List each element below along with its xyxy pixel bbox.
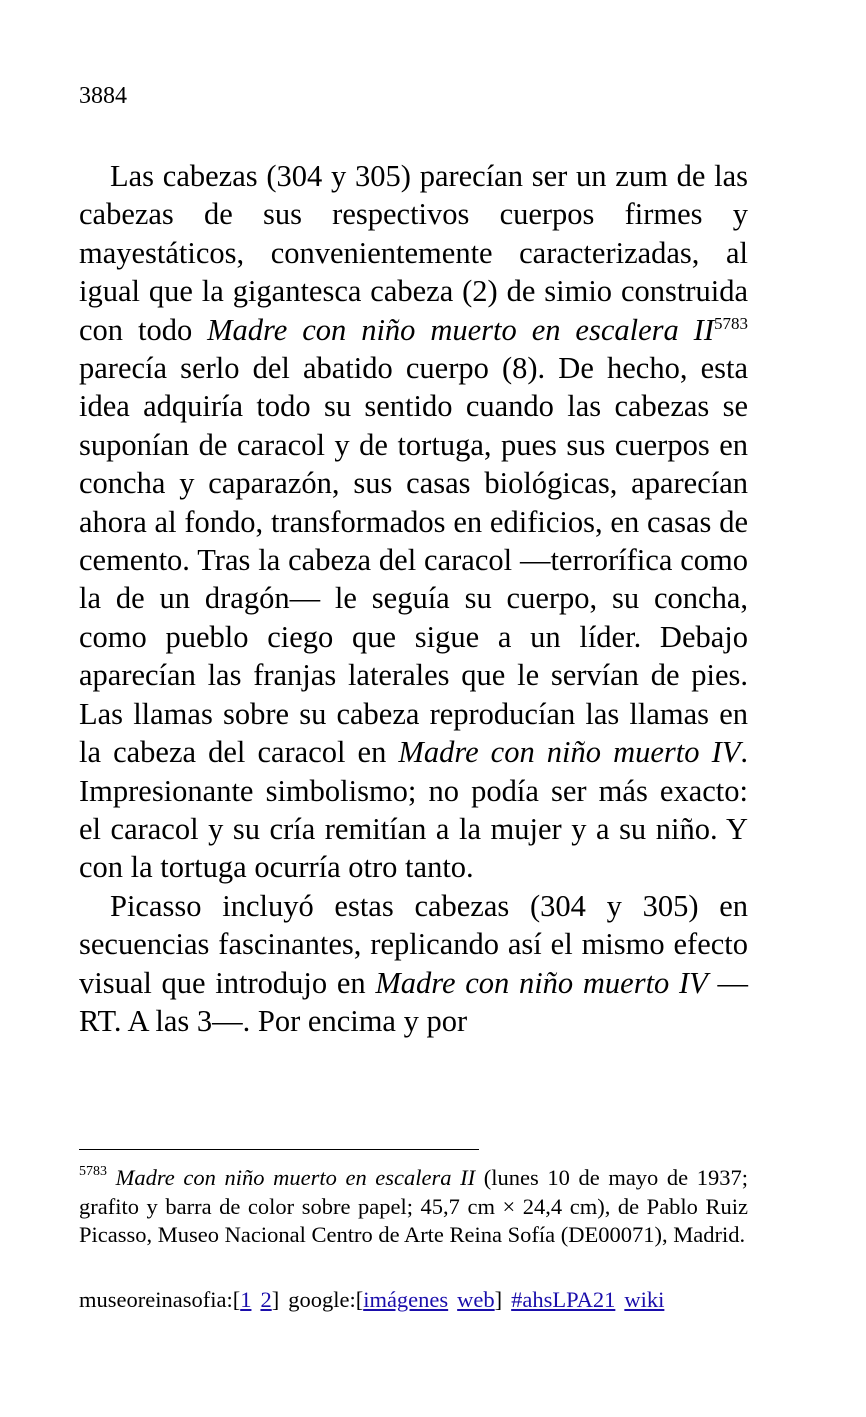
footnote-divider (79, 1149, 479, 1150)
museo-link-1[interactable]: 1 (240, 1287, 252, 1312)
hashtag-link[interactable]: #ahsLPA21 (511, 1287, 616, 1312)
paragraph-1-text-a: Las cabezas (304 y 305) parecían ser un zum de las cabezas de sus respectivos cuerpos firmes y mayestáticos, convenientemente caracterizadas, al igual que la gigantesca cabeza (2) de simio construida con todo (79, 159, 748, 347)
footnote-text (79, 1164, 748, 1250)
footnote-artwork-title: Madre con niño muerto en escalera II (115, 1165, 476, 1190)
museo-link-2[interactable]: 2 (260, 1287, 272, 1312)
main-text (79, 157, 748, 1040)
artwork-title: Madre con niño muerto IV (398, 735, 741, 770)
paragraph-1-text-c: . Impresionante simbolismo; no podía ser más exacto: el caracol y su cría remitían a la mujer y a su niño. Y con la tortuga ocurría otro tanto. (79, 735, 748, 885)
paragraph-2-text-b: —RT. A las 3—. Por encima y por (79, 965, 749, 1038)
footnote-description: (lunes 10 de mayo de 1937; grafito y barra de color sobre papel; 45,7 cm × 24,4 cm), de Pablo Ruiz Picasso, Museo Nacional Centro de Arte Reina Sofía (DE00071), Madrid. (79, 1165, 749, 1247)
google-web-link[interactable]: web (457, 1287, 495, 1312)
footnote-number: 5783 (79, 1164, 107, 1179)
footnote-reference[interactable]: 5783 (714, 313, 748, 333)
museo-label: museoreinasofia:[ (79, 1287, 241, 1312)
footnote (79, 1164, 748, 1250)
paragraph-1 (79, 157, 748, 887)
reference-links (79, 1286, 748, 1315)
paragraph-1-text-b: parecía serlo del abatido cuerpo (8). De hecho, esta idea adquiría todo su sentido cuando las cabezas se suponían de caracol y de tortuga, pues sus cuerpos en concha y caparazón, sus casas biológicas, aparecían ahora al fondo, transformados en edificios, en casas de cemento. Tras la cabeza del caracol —terrorífica como la de un dragón— le seguía su cuerpo, su concha, como pueblo ciego que sigue a un líder. Debajo aparecían las franjas laterales que le servían de pies. Las llamas sobre su cabeza reproducían las llamas en la cabeza del caracol en (79, 351, 748, 770)
wiki-link[interactable]: wiki (624, 1287, 665, 1312)
google-close: ] (494, 1287, 503, 1312)
museo-close: ] (271, 1287, 280, 1312)
google-images-link[interactable]: imágenes (363, 1287, 449, 1312)
google-label: google:[ (288, 1287, 364, 1312)
paragraph-2-text-a: Picasso incluyó estas cabezas (304 y 305) en secuencias fascinantes, replicando así el mismo efecto visual que introdujo en (79, 888, 748, 1000)
artwork-title: Madre con niño muerto IV (375, 965, 708, 1000)
paragraph-2 (79, 887, 748, 1041)
page-number: 3884 (79, 83, 127, 109)
artwork-title: Madre con niño muerto en escalera II (207, 312, 714, 347)
